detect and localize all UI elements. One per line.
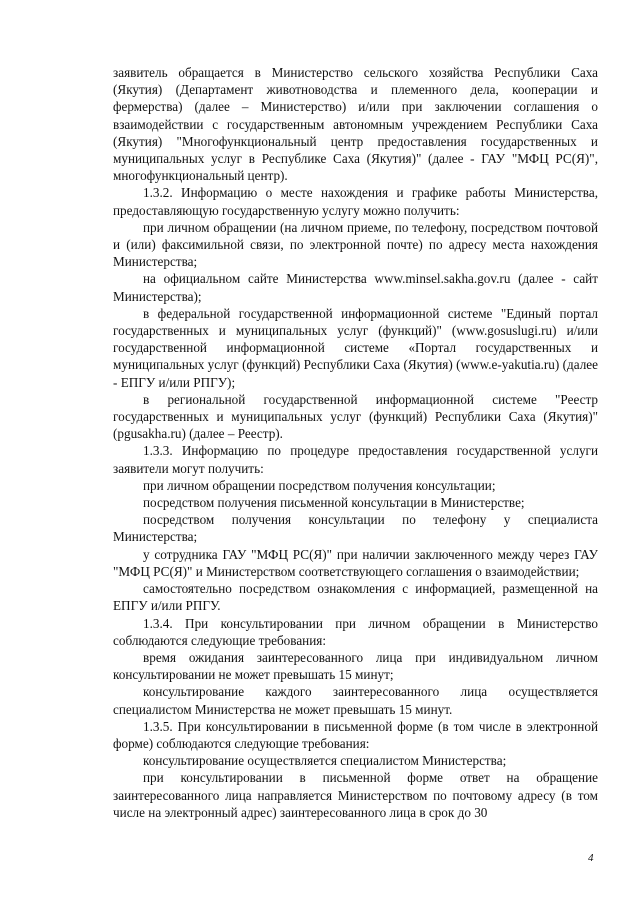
body-text <box>113 64 598 821</box>
paragraph: 1.3.5. При консультировании в письменной форме (в том числе в электронной форме) соблюдаются следующие требования: <box>113 718 598 751</box>
paragraph: при консультировании в письменной форме ответ на обращение заинтересованного лица направляется Министерством по почтовому адресу (в том числе на электронный адрес) заинтересованного лица в срок до 30 <box>113 770 598 820</box>
paragraph: консультирование осуществляется специалистом Министерства; <box>143 753 507 769</box>
paragraph: на официальном сайте Министерства www.minsel.sakha.gov.ru (далее - сайт Министерства); <box>113 271 598 304</box>
paragraph: 1.3.2. Информацию о месте нахождения и графике работы Министерства, предоставляющую государственную услугу можно получить: <box>113 185 598 218</box>
paragraph: у сотрудника ГАУ "МФЦ РС(Я)" при наличии заключенного между через ГАУ "МФЦ РС(Я)" и Министерством соответствующего соглашения о взаимодействии; <box>113 546 598 579</box>
paragraph: при личном обращении посредством получения консультации; <box>143 477 496 493</box>
paragraph: посредством получения письменной консультации в Министерстве; <box>143 495 525 511</box>
paragraph: в федеральной государственной информационной системе "Единый портал государственных и муниципальных услуг (функций)" (www.gosuslugi.ru) и/или государственной информационной системе «Портал государственных и муниципальных услуг (функций) Республики Саха (Якутия) (www.e-yakutia.ru) (далее - ЕПГУ и/или РПГУ); <box>113 305 598 390</box>
page-number: 4 <box>588 852 594 864</box>
paragraph: заявитель обращается в Министерство сельского хозяйства Республики Саха (Якутия) (Департамент животноводства и племенного дела, кооперации и фермерства) (далее – Министерство) и/или при заключении соглашения о взаимодействии с государственным автономным учреждением Республики Саха (Якутия) "Многофункциональный центр предоставления государственных и муниципальных услуг в Республике Саха (Якутия)" (далее - ГАУ "МФЦ РС(Я)", многофункциональный центр). <box>113 65 598 184</box>
paragraph: самостоятельно посредством ознакомления с информацией, размещенной на ЕПГУ и/или РПГУ. <box>113 581 598 614</box>
paragraph: время ожидания заинтересованного лица при индивидуальном личном консультировании не может превышать 15 минут; <box>113 649 598 683</box>
paragraph: посредством получения консультации по телефону у специалиста Министерства; <box>113 512 598 545</box>
paragraph: в региональной государственной информационной системе "Реестр государственных и муниципальных услуг (функций) Республики Саха (Якутия)" (pgusakha.ru) (далее – Реестр). <box>113 391 598 442</box>
paragraph: консультирование каждого заинтересованного лица осуществляется специалистом Министерства не может превышать 15 минут. <box>113 684 598 717</box>
paragraph: 1.3.3. Информацию по процедуре предоставления государственной услуги заявители могут получить: <box>113 443 598 476</box>
paragraph: 1.3.4. При консультировании при личном обращении в Министерство соблюдаются следующие требования: <box>113 615 598 648</box>
paragraph: при личном обращении (на личном приеме, по телефону, посредством почтовой и (или) факсимильной связи, по электронной почте) по адресу места нахождения Министерства; <box>113 219 598 270</box>
